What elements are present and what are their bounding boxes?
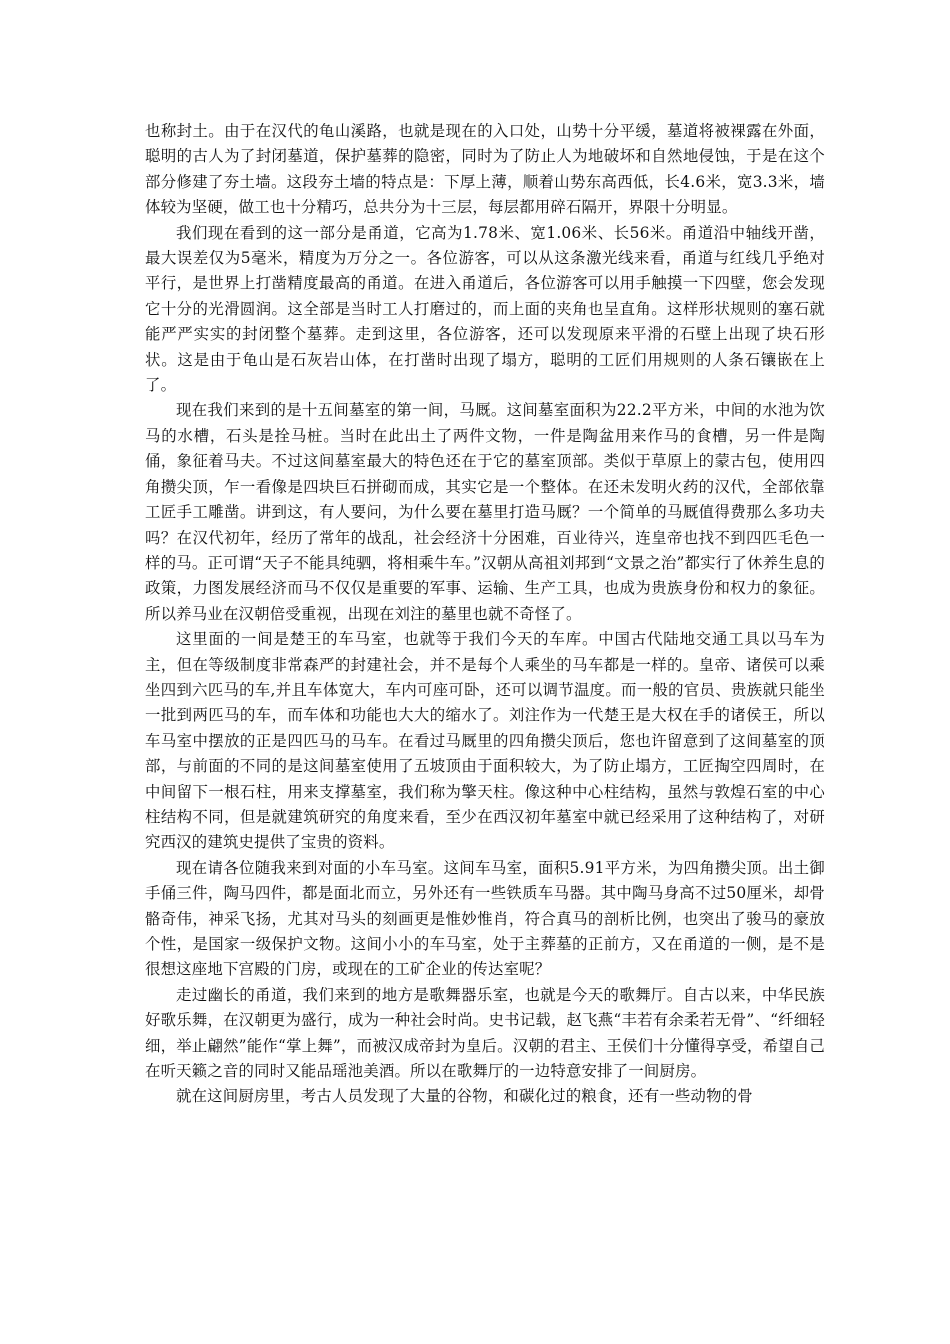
paragraph-7: 就在这间厨房里，考古人员发现了大量的谷物，和碳化过的粮食，还有一些动物的骨: [176, 1087, 753, 1106]
paragraph-6: 走过幽长的甬道，我们来到的地方是歌舞器乐室，也就是今天的歌舞厅。自古以来，中华民族好歌乐舞，在汉朝更为盛行，成为一种社会时尚。史书记载，赵飞燕“丰若有余柔若无骨”、“纤细轻细，举止翩然”能作“掌上舞”，而被汉成帝封为皇后。汉朝的君主、王侯们十分懂得享受，希望自己在听天籁之音的同时又能品瑶池美酒。所以在歌舞厅的一边特意安排了一间厨房。: [145, 985, 825, 1081]
document-page: [145, 119, 825, 1110]
paragraph-5: 现在请各位随我来到对面的小车马室。这间车马室，面积5.91平方米，为四角攒尖顶。出土御手俑三件，陶马四件，都是面北而立，另外还有一些铁质车马器。其中陶马身高不过50厘米，却骨骼奇伟，神采飞扬，尤其对马头的刻画更是惟妙惟肖，符合真马的剖析比例，也突出了骏马的豪放个性，是国家一级保护文物。这间小小的车马室，处于主葬墓的正前方，又在甬道的一侧，是不是很想这座地下宫殿的门房，或现在的工矿企业的传达室呢？: [145, 858, 825, 979]
paragraph-4: 这里面的一间是楚王的车马室，也就等于我们今天的车库。中国古代陆地交通工具以马车为主，但在等级制度非常森严的封建社会，并不是每个人乘坐的马车都是一样的。皇帝、诸侯可以乘坐四到六匹马的车,并且车体宽大，车内可座可卧，还可以调节温度。而一般的官员、贵族就只能坐一批到两匹马的车，而车体和功能也大大的缩水了。刘注作为一代楚王是大权在手的诸侯王，所以车马室中摆放的正是四匹马的马车。在看过马厩里的四角攒尖顶后，您也许留意到了这间墓室的顶部，与前面的不同的是这间墓室使用了五坡顶由于面积较大，为了防止塌方，工匠掏空四周时，在中间留下一根石柱，用来支撑墓室，我们称为擎天柱。像这种中心柱结构，虽然与敦煌石室的中心柱结构不同，但是就建筑研究的角度来看，至少在西汉初年墓室中就已经采用了这种结构了，对研究西汉的建筑史提供了宝贵的资料。: [145, 630, 825, 852]
paragraph-1: 也称封土。由于在汉代的龟山溪路，也就是现在的入口处，山势十分平缓，墓道将被裸露在外面，聪明的古人为了封闭墓道，保护墓葬的隐密，同时为了防止人为地破坏和自然地侵蚀，于是在这个部分修建了夯土墙。这段夯土墙的特点是：下厚上薄，顺着山势东高西低，长4.6米，宽3.3米，墙体较为坚硬，做工也十分精巧，总共分为十三层，每层都用碎石隔开，界限十分明显。: [145, 122, 825, 217]
paragraph-2: 我们现在看到的这一部分是甬道，它高为1.78米、宽1.06米、长56米。甬道沿中轴线开凿，最大误差仅为5毫米，精度为万分之一。各位游客，可以从这条激光线来看，甬道与红线几乎绝对平行，是世界上打凿精度最高的甬道。在进入甬道后，各位游客可以用手触摸一下四壁，您会发现它十分的光滑圆润。这全部是当时工人打磨过的，而上面的夹角也呈直角。这样形状规则的塞石就能严严实实的封闭整个墓葬。走到这里，各位游客，还可以发现原来平滑的石壁上出现了块石形状。这是由于龟山是石灰岩山体，在打凿时出现了塌方，聪明的工匠们用规则的人条石镶嵌在上了。: [145, 223, 825, 395]
paragraph-3: 现在我们来到的是十五间墓室的第一间，马厩。这间墓室面积为22.2平方米，中间的水池为饮马的水槽，石头是拴马桩。当时在此出土了两件文物，一件是陶盆用来作马的食槽，另一件是陶俑，象征着马夫。不过这间墓室最大的特色还在于它的墓室顶部。类似于草原上的蒙古包，使用四角攒尖顶，乍一看像是四块巨石拼砌而成，其实它是一个整体。在还未发明火药的汉代，全部依靠工匠手工雕凿。讲到这，有人要问，为什么要在墓里打造马厩？一个简单的马厩值得费那么多功夫吗？在汉代初年，经历了常年的战乱，社会经济十分困难，百业待兴，连皇帝也找不到四匹毛色一样的马。正可谓“天子不能具纯驷，将相乘牛车。”汉朝从高祖刘邦到“文景之治”都实行了休养生息的政策，力图发展经济而马不仅仅是重要的军事、运输、生产工具，也成为贵族身份和权力的象征。所以养马业在汉朝倍受重视，出现在刘注的墓里也就不奇怪了。: [145, 401, 825, 623]
